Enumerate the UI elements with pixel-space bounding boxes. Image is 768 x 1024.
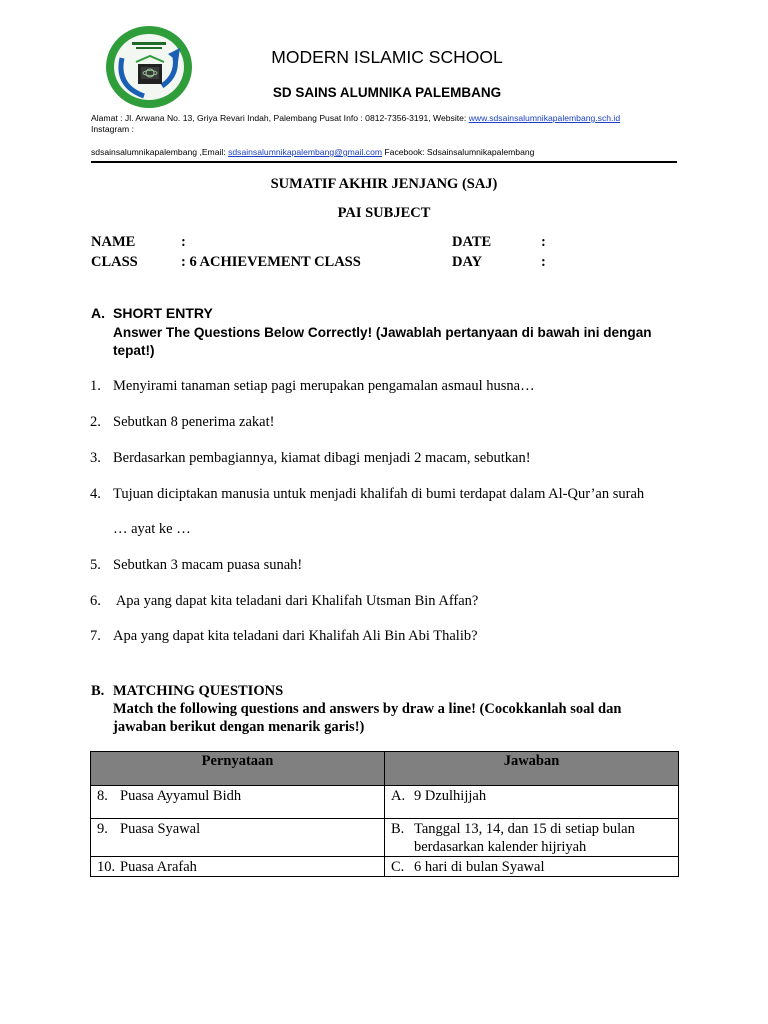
question-text: Sebutkan 3 macam puasa sunah! bbox=[113, 557, 303, 573]
facebook-info: Facebook: Sdsainsalumnikapalembang bbox=[382, 147, 535, 157]
answer-letter: A. bbox=[391, 788, 406, 804]
school-logo bbox=[104, 24, 194, 110]
column-header-pernyataan: Pernyataan bbox=[91, 752, 385, 786]
section-b-heading: MATCHING QUESTIONS bbox=[113, 683, 284, 699]
name-field: : bbox=[181, 234, 186, 250]
school-subtitle: SD SAINS ALUMNIKA PALEMBANG bbox=[272, 85, 502, 100]
question-text: Tujuan diciptakan manusia untuk menjadi khalifah di bumi terdapat dalam Al-Qur’an surah bbox=[113, 486, 645, 502]
statement-cell bbox=[91, 786, 385, 819]
contact-instagram: Instagram : bbox=[91, 124, 134, 134]
section-b-letter: B. bbox=[91, 683, 105, 699]
question-text-continued: … ayat ke … bbox=[113, 521, 191, 537]
class-value: : 6 ACHIEVEMENT CLASS bbox=[181, 254, 361, 270]
question-number: 1. bbox=[90, 378, 101, 394]
section-a-heading: SHORT ENTRY bbox=[113, 305, 213, 321]
section-a-instruction: Answer The Questions Below Correctly! (Jawablah pertanyaan di bawah ini dengan tepat!) bbox=[113, 325, 652, 358]
instagram-handle-and-email-label: sdsainsalumnikapalembang ,Email: bbox=[91, 147, 229, 157]
question-text: Menyirami tanaman setiap pagi merupakan pengamalan asmaul husna… bbox=[113, 378, 535, 394]
answer-letter: C. bbox=[391, 859, 405, 875]
exam-title: SUMATIF AKHIR JENJANG (SAJ) bbox=[270, 176, 498, 192]
website-link[interactable]: www.sdsainsalumnikapalembang.sch.id bbox=[468, 113, 621, 123]
question-number: 5. bbox=[90, 557, 101, 573]
answer-cell bbox=[385, 819, 679, 857]
question-text: Sebutkan 8 penerima zakat! bbox=[113, 414, 275, 430]
statement-cell bbox=[91, 819, 385, 857]
question-number: 3. bbox=[90, 450, 101, 466]
subject-title: PAI SUBJECT bbox=[337, 205, 431, 221]
answer-cell bbox=[385, 857, 679, 877]
statement-text: Puasa Syawal bbox=[120, 821, 201, 837]
question-number: 2. bbox=[90, 414, 101, 430]
school-emblem-icon bbox=[104, 24, 194, 110]
school-name: MODERN ISLAMIC SCHOOL bbox=[271, 47, 503, 67]
answer-text: 9 Dzulhijjah bbox=[414, 788, 487, 804]
column-header-jawaban: Jawaban bbox=[385, 752, 679, 786]
table-row bbox=[91, 819, 679, 857]
statement-text: Puasa Ayyamul Bidh bbox=[120, 788, 242, 804]
date-label: DATE bbox=[452, 234, 492, 250]
statement-cell bbox=[91, 857, 385, 877]
answer-text: Tanggal 13, 14, dan 15 di setiap bulan berdasarkan kalender hijriyah bbox=[414, 821, 635, 855]
statement-text: Puasa Arafah bbox=[120, 859, 197, 875]
question-text: Apa yang dapat kita teladani dari Khalifah Ali Bin Abi Thalib? bbox=[113, 628, 478, 644]
name-label: NAME bbox=[91, 234, 136, 250]
contact-address: Alamat : Jl. Arwana No. 13, Griya Revari Indah, Palembang Pusat Info : 0812-7356-3191, Website: bbox=[91, 113, 469, 123]
question-text: Apa yang dapat kita teladani dari Khalifah Utsman Bin Affan? bbox=[113, 593, 479, 609]
statement-number: 10. bbox=[97, 859, 116, 875]
answer-letter: B. bbox=[391, 821, 405, 837]
question-text: Berdasarkan pembagiannya, kiamat dibagi menjadi 2 macam, sebutkan! bbox=[113, 450, 531, 466]
header-divider bbox=[91, 161, 677, 163]
statement-number: 8. bbox=[97, 788, 108, 804]
email-link[interactable]: sdsainsalumnikapalembang@gmail.com bbox=[228, 147, 383, 157]
contact-email-line bbox=[91, 147, 534, 158]
section-b-instruction: Match the following questions and answers by draw a line! (Cocokkanlah soal dan jawaban berikut dengan menarik garis!) bbox=[113, 701, 622, 735]
contact-address-line bbox=[91, 113, 620, 124]
answer-text: 6 hari di bulan Syawal bbox=[414, 859, 545, 875]
answer-cell bbox=[385, 786, 679, 819]
date-field: : bbox=[541, 234, 546, 250]
day-label: DAY bbox=[452, 254, 483, 270]
question-number: 7. bbox=[90, 628, 101, 644]
question-number: 6. bbox=[90, 593, 101, 609]
table-row bbox=[91, 786, 679, 819]
statement-number: 9. bbox=[97, 821, 108, 837]
matching-table bbox=[90, 751, 679, 877]
day-field: : bbox=[541, 254, 546, 270]
class-label: CLASS bbox=[91, 254, 138, 270]
section-a-letter: A. bbox=[91, 305, 105, 321]
table-header-row bbox=[91, 752, 679, 786]
table-row bbox=[91, 857, 679, 877]
question-number: 4. bbox=[90, 486, 101, 502]
